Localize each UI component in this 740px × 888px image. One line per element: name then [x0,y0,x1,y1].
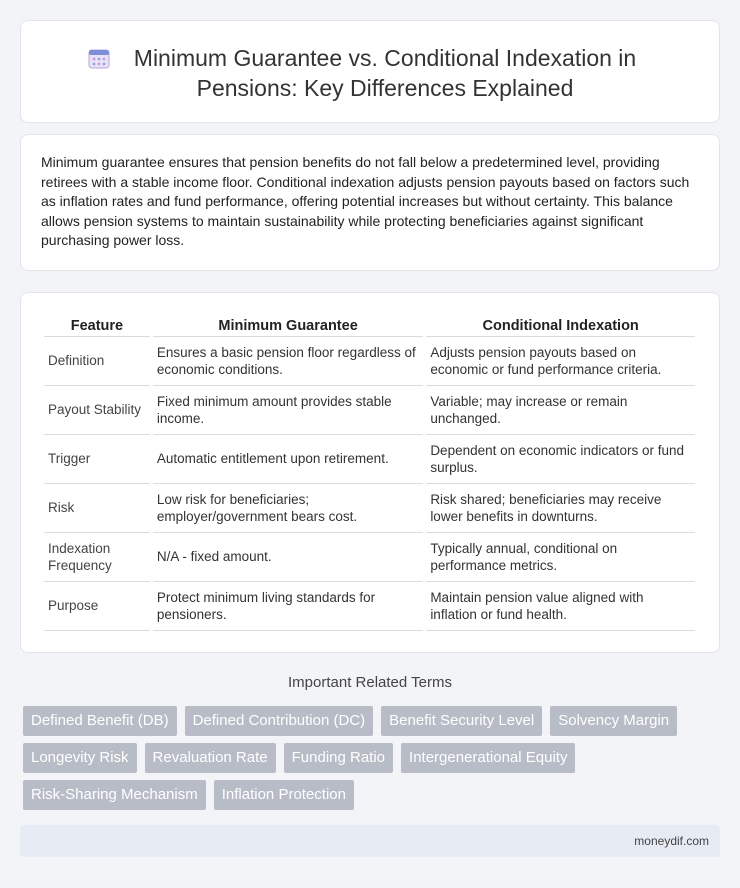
header-conditional-indexation: Conditional Indexation [426,315,695,337]
title-card [20,20,720,123]
table-row [44,435,695,484]
footer [20,825,720,857]
header-minimum-guarantee: Minimum Guarantee [153,315,423,337]
row-feature: Indexation Frequency [44,533,150,582]
related-terms-list [23,706,723,817]
related-term-tag[interactable]: Solvency Margin [550,706,677,736]
related-term-tag[interactable]: Benefit Security Level [381,706,542,736]
row-conditional-indexation: Typically annual, conditional on performance metrics. [426,533,695,582]
row-minimum-guarantee: Ensures a basic pension floor regardless of economic conditions. [153,337,423,386]
related-term-tag[interactable]: Defined Benefit (DB) [23,706,177,736]
table-header-row [44,315,695,337]
related-term-tag[interactable]: Funding Ratio [284,743,393,773]
tag-row [23,743,723,773]
tag-row [23,706,723,736]
related-term-tag[interactable]: Revaluation Rate [145,743,276,773]
table-row [44,484,695,533]
row-minimum-guarantee: Protect minimum living standards for pensioners. [153,582,423,631]
related-term-tag[interactable]: Inflation Protection [214,780,354,810]
footer-site-label: moneydif.com [634,834,709,848]
row-conditional-indexation: Adjusts pension payouts based on economic or fund performance criteria. [426,337,695,386]
row-feature: Payout Stability [44,386,150,435]
related-term-tag[interactable]: Intergenerational Equity [401,743,575,773]
page-title: Minimum Guarantee vs. Conditional Indexation in Pensions: Key Differences Explained [133,45,637,101]
row-minimum-guarantee: N/A - fixed amount. [153,533,423,582]
table-row [44,582,695,631]
row-conditional-indexation: Variable; may increase or remain unchanged. [426,386,695,435]
row-minimum-guarantee: Fixed minimum amount provides stable income. [153,386,423,435]
header-feature: Feature [44,315,150,337]
row-feature: Purpose [44,582,150,631]
related-term-tag[interactable]: Defined Contribution (DC) [185,706,374,736]
row-minimum-guarantee: Low risk for beneficiaries; employer/government bears cost. [153,484,423,533]
row-conditional-indexation: Maintain pension value aligned with inflation or fund health. [426,582,695,631]
row-conditional-indexation: Risk shared; beneficiaries may receive lower benefits in downturns. [426,484,695,533]
intro-paragraph: Minimum guarantee ensures that pension benefits do not fall below a predetermined level, providing retirees with a stable income floor. Conditional indexation adjusts pension payouts based on factors such as inflation rates and fund performance, offering potential increases but without certainty. This balance allows pension systems to maintain sustainability while protecting beneficiaries against significant purchasing power loss. [41,154,690,248]
comparison-table [41,315,698,631]
row-minimum-guarantee: Automatic entitlement upon retirement. [153,435,423,484]
table-row [44,533,695,582]
table-row [44,337,695,386]
tag-row [23,780,723,810]
comparison-card [20,292,720,653]
related-terms-heading: Important Related Terms [288,674,452,691]
related-term-tag[interactable]: Risk-Sharing Mechanism [23,780,206,810]
related-term-tag[interactable]: Longevity Risk [23,743,137,773]
table-row [44,386,695,435]
row-conditional-indexation: Dependent on economic indicators or fund surplus. [426,435,695,484]
row-feature: Risk [44,484,150,533]
row-feature: Definition [44,337,150,386]
row-feature: Trigger [44,435,150,484]
intro-card [20,134,720,271]
